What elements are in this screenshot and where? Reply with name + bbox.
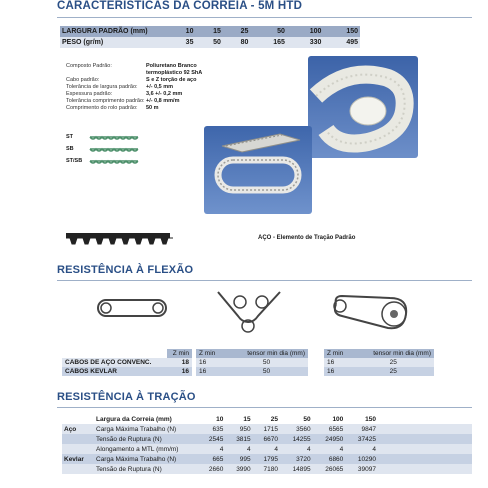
value-cell: 635 xyxy=(198,424,225,434)
value-cell: 9847 xyxy=(345,424,378,434)
belt-section-icon xyxy=(64,229,174,249)
spec-value: +/- 0,5 mm xyxy=(146,84,174,90)
value-cell: 4 xyxy=(313,444,346,454)
value-cell: 950 xyxy=(225,424,252,434)
weight-cell: 495 xyxy=(323,37,360,48)
zmin-header: Z min xyxy=(167,349,192,358)
flex-rule xyxy=(57,280,472,281)
value-cell: 4 xyxy=(345,444,378,454)
value-cell: 14255 xyxy=(280,434,313,444)
tensor-header: tensor min dia (mm) xyxy=(373,350,431,357)
spec-label: Tolerância comprimento padrão: xyxy=(66,98,145,104)
group-label: Aço xyxy=(62,424,94,434)
zmin-cell: 16 xyxy=(327,359,335,366)
width-cell: 25 xyxy=(270,415,278,423)
table-row xyxy=(62,424,472,434)
spec-value: S e Z torção de aço xyxy=(146,77,197,83)
spec-label: Comprimento do rolo padrão: xyxy=(66,105,138,111)
value-cell: 4 xyxy=(225,444,252,454)
zmin-cell: 16 xyxy=(199,368,207,375)
value-cell: 26065 xyxy=(313,464,346,474)
group-label xyxy=(62,434,94,444)
tensor-header: tensor min dia (mm) xyxy=(247,350,305,357)
value-cell: 37425 xyxy=(345,434,378,444)
traction-title: RESISTÊNCIA À TRAÇÃO xyxy=(57,391,196,403)
spec-value: +/- 0,8 mm/m xyxy=(146,98,180,104)
row-label: Alongamento a MTL (mm/m) xyxy=(94,444,198,454)
row-label: Tensão de Ruptura (N) xyxy=(94,434,198,444)
table-row xyxy=(62,434,472,444)
table-row xyxy=(62,464,472,474)
value-cell: 6565 xyxy=(313,424,346,434)
value-cell: 39097 xyxy=(345,464,378,474)
value-cell: 4 xyxy=(198,444,225,454)
flex-table-3 xyxy=(324,349,434,376)
profile-label: ST/SB xyxy=(66,158,83,164)
traction-header-row xyxy=(62,414,472,424)
tensor-cell: 50 xyxy=(262,368,271,375)
weight-cell: 165 xyxy=(250,37,287,48)
row-label: Carga Máxima Trabalho (N) xyxy=(94,424,198,434)
weight-cell: 35 xyxy=(168,37,195,48)
row-label: Tensão de Ruptura (N) xyxy=(94,464,198,474)
width-cell: 15 xyxy=(243,415,251,423)
zmin-cell: 18 xyxy=(181,359,189,366)
group-label xyxy=(62,464,94,474)
value-cell: 4 xyxy=(253,444,280,454)
value-cell: 6670 xyxy=(253,434,280,444)
zmin-cell: 16 xyxy=(327,368,335,375)
value-cell: 3815 xyxy=(225,434,252,444)
spec-value: 50 m xyxy=(146,105,159,111)
width-cell: 150 xyxy=(323,26,360,37)
spec-label: Tolerância de largura padrão: xyxy=(66,84,138,90)
cable-label: CABOS DE AÇO CONVENC. xyxy=(65,359,152,366)
title-rule xyxy=(57,17,472,18)
group-label: Kevlar xyxy=(62,454,94,464)
flex-diagram-1-icon xyxy=(96,296,168,320)
value-cell: 3990 xyxy=(225,464,252,474)
width-header: Largura da Correia (mm) xyxy=(96,415,172,423)
weight-cell: 330 xyxy=(287,37,324,48)
profile-label: ST xyxy=(66,134,74,140)
width-cell: 100 xyxy=(287,26,324,37)
value-cell: 1795 xyxy=(253,454,280,464)
weight-cell: 50 xyxy=(195,37,222,48)
width-cell: 15 xyxy=(195,26,222,37)
spec-value: Poliuretano Branco termoplástico 92 ShA xyxy=(146,63,203,76)
width-cell: 10 xyxy=(216,415,224,423)
value-cell: 665 xyxy=(198,454,225,464)
spec-label: Espessura padrão: xyxy=(66,91,113,97)
value-cell: 3720 xyxy=(280,454,313,464)
zmin-header: Z min xyxy=(199,350,216,357)
spec-label: Composto Padrão: xyxy=(66,63,112,69)
value-cell: 1715 xyxy=(253,424,280,434)
width-cell: 10 xyxy=(168,26,195,37)
width-row xyxy=(60,26,360,37)
value-cell: 10290 xyxy=(345,454,378,464)
value-cell: 4 xyxy=(280,444,313,454)
value-cell: 14895 xyxy=(280,464,313,474)
value-cell: 2545 xyxy=(198,434,225,444)
belt-loop-photo xyxy=(204,126,312,214)
zmin-cell: 16 xyxy=(181,368,189,375)
page-title: CARACTERÍSTICAS DA CORREIA - 5M HTD xyxy=(57,0,303,12)
row-label: Carga Máxima Trabalho (N) xyxy=(94,454,198,464)
weight-row xyxy=(60,37,360,48)
tooth-profiles-icon xyxy=(88,131,140,167)
table-row xyxy=(62,444,472,454)
spec-label: Cabo padrão: xyxy=(66,77,100,83)
belt-roll-photo xyxy=(308,56,418,158)
value-cell: 7180 xyxy=(253,464,280,474)
flex-table-2 xyxy=(196,349,308,376)
weight-table xyxy=(60,26,360,48)
flex-diagram-3-icon xyxy=(328,290,410,336)
width-cell: 50 xyxy=(303,415,311,423)
spec-labels xyxy=(66,63,146,112)
zmin-header: Z min xyxy=(327,350,344,357)
zmin-cell: 16 xyxy=(199,359,207,366)
weight-cell: 80 xyxy=(223,37,250,48)
width-cell: 50 xyxy=(250,26,287,37)
flex-title: RESISTÊNCIA À FLEXÃO xyxy=(57,264,194,276)
weight-label: PESO (gr/m) xyxy=(60,37,168,48)
tensor-cell: 25 xyxy=(389,368,397,375)
table-row xyxy=(62,454,472,464)
flex-diagram-2-icon xyxy=(214,288,284,336)
width-cell: 150 xyxy=(365,415,376,423)
traction-table xyxy=(62,414,472,474)
value-cell: 6860 xyxy=(313,454,346,464)
width-cell: 25 xyxy=(223,26,250,37)
value-cell: 995 xyxy=(225,454,252,464)
width-cell: 100 xyxy=(332,415,344,423)
tensor-cell: 50 xyxy=(262,359,271,366)
flex-table-1 xyxy=(62,349,192,376)
spec-values xyxy=(146,63,226,112)
value-cell: 3560 xyxy=(280,424,313,434)
group-label xyxy=(62,444,94,454)
spec-value: 3,6 +/- 0,2 mm xyxy=(146,91,183,97)
profile-label: SB xyxy=(66,146,74,152)
width-label: LARGURA PADRÃO (mm) xyxy=(60,26,168,37)
value-cell: 24950 xyxy=(313,434,346,444)
steel-caption: AÇO - Elemento de Tração Padrão xyxy=(258,235,356,241)
traction-rule xyxy=(57,407,472,408)
cable-label: CABOS KEVLAR xyxy=(65,368,118,375)
tensor-cell: 25 xyxy=(389,359,397,366)
value-cell: 2660 xyxy=(198,464,225,474)
